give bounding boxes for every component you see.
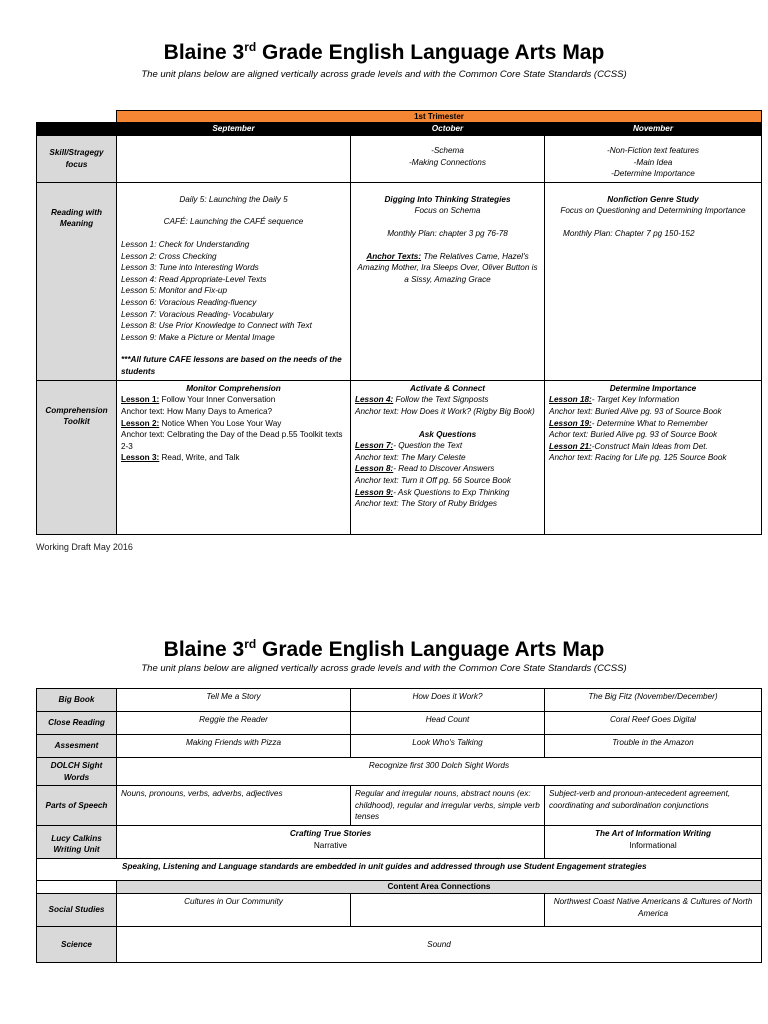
content-area-header: Content Area Connections bbox=[117, 880, 762, 893]
row-label-science: Science bbox=[37, 926, 117, 962]
parts-of-speech-cell: Regular and irregular nouns, abstract nouns (ex: childhood), regular and irregular verbs, simple verb tenses bbox=[351, 786, 545, 826]
close-reading-cell: Reggie the Reader bbox=[117, 712, 351, 735]
page-subtitle: The unit plans below are aligned vertically across grade levels and with the Common Core State Standards (CCSS) bbox=[141, 69, 627, 80]
comp-october: Activate & Connect Lesson 4: Follow the Text Signposts Anchor text: How Does it Work? (Rigby Big Book) Ask Questions Lesson 7:- Question the Text Anchor text: The Mary Celeste Lesson 8:- Read to Discover Answers Anchor text: Turn it Off pg. 56 Source Book Lesson 9:- Ask Questions to Exp Thinking Anchor text: The Story of Ruby Bridges bbox=[351, 380, 545, 534]
social-studies-cell bbox=[351, 893, 545, 926]
skill-october: -Schema -Making Connections bbox=[351, 136, 545, 183]
row-label-close-reading: Close Reading bbox=[37, 712, 117, 735]
social-studies-cell: Cultures in Our Community bbox=[117, 893, 351, 926]
units-table bbox=[36, 688, 762, 963]
month-header: September bbox=[117, 123, 351, 136]
page-subtitle: The unit plans below are aligned vertically across grade levels and with the Common Core State Standards (CCSS) bbox=[141, 663, 627, 674]
assesment-cell: Making Friends with Pizza bbox=[117, 735, 351, 758]
page-title: Blaine 3rd Grade English Language Arts Map bbox=[163, 637, 605, 661]
draft-note: Working Draft May 2016 bbox=[36, 542, 133, 552]
trimester-header: 1st Trimester bbox=[117, 111, 762, 123]
bigbook-cell: How Does it Work? bbox=[351, 689, 545, 712]
speaking-listening-note: Speaking, Listening and Language standards are embedded in unit guides and addressed through use Student Engagement strategies bbox=[37, 858, 762, 880]
reading-november: Nonfiction Genre Study Focus on Questioning and Determining Importance Monthly Plan: Chapter 7 pg 150-152 bbox=[545, 182, 762, 380]
close-reading-cell: Head Count bbox=[351, 712, 545, 735]
science-cell: Sound bbox=[117, 926, 762, 962]
row-label-parts-of-speech: Parts of Speech bbox=[37, 786, 117, 826]
month-header: October bbox=[351, 123, 545, 136]
comp-november: Determine Importance Lesson 18:- Target Key Information Anchor text: Buried Alive pg. 93 of Source Book Lesson 19:- Determine What to Remember Achor text: Buried Alive pg. 93 of Source Book Lesson 21:-Construct Main Ideas from Det. Anchor text: Racing for Life pg. 125 Source Book bbox=[545, 380, 762, 534]
bigbook-cell: Tell Me a Story bbox=[117, 689, 351, 712]
assesment-cell: Trouble in the Amazon bbox=[545, 735, 762, 758]
social-studies-cell: Northwest Coast Native Americans & Cultures of North America bbox=[545, 893, 762, 926]
parts-of-speech-cell: Nouns, pronouns, verbs, adverbs, adjectives bbox=[117, 786, 351, 826]
row-label-assesment: Assesment bbox=[37, 735, 117, 758]
row-label-bigbook: Big Book bbox=[37, 689, 117, 712]
bigbook-cell: The Big Fitz (November/December) bbox=[545, 689, 762, 712]
lucy-narrative-cell: Crafting True Stories Narrative bbox=[117, 825, 545, 858]
lucy-informational-cell: The Art of Information Writing Informational bbox=[545, 825, 762, 858]
row-label-comprehension: Comprehension Toolkit bbox=[37, 380, 117, 534]
reading-september: Daily 5: Launching the Daily 5 CAFÉ: Launching the CAFÉ sequence Lesson 1: Check for Understanding Lesson 2: Cross Checking Lesson 3: Tune into Interesting Words Lesson 4: Read Appropriate-Level Texts Lesson 5: Monitor and Fix-up Lesson 6: Voracious Reading-fluency Lesson 7: Voracious Reading- Vocabulary Lesson 8: Use Prior Knowledge to Connect with Text Lesson 9: Make a Picture or Mental Image ***All future CAFE lessons are based on the needs of the students bbox=[117, 182, 351, 380]
comp-september: Monitor Comprehension Lesson 1: Follow Your Inner Conversation Anchor text: How Many Days to America? Lesson 2: Notice When You Lose Your Way Anchor text: Celbrating the Day of the Dead p.55 Toolkit texts 2-3 Lesson 3: Read, Write, and Talk bbox=[117, 380, 351, 534]
skill-november: -Non-Fiction text features -Main Idea -Determine Importance bbox=[545, 136, 762, 183]
row-label-reading: Reading with Meaning bbox=[37, 182, 117, 380]
skill-september bbox=[117, 136, 351, 183]
month-header: November bbox=[545, 123, 762, 136]
page-title: Blaine 3rd Grade English Language Arts Map bbox=[163, 40, 605, 64]
row-label-lucy-calkins: Lucy Calkins Writing Unit bbox=[37, 825, 117, 858]
trimester-table bbox=[36, 110, 762, 535]
parts-of-speech-cell: Subject-verb and pronoun-antecedent agreement, coordinating and subordination conjunctions bbox=[545, 786, 762, 826]
reading-october: Digging Into Thinking Strategies Focus on Schema Monthly Plan: chapter 3 pg 76-78 Anchor Texts: The Relatives Came, Hazel's Amazing Mother, Ira Sleeps Over, Oliver Button is a Sissy, Amazing Grace bbox=[351, 182, 545, 380]
dolch-cell: Recognize first 300 Dolch Sight Words bbox=[117, 758, 762, 786]
row-label-skill: Skill/Stragegy focus bbox=[37, 136, 117, 183]
row-label-dolch: DOLCH Sight Words bbox=[37, 758, 117, 786]
row-label-social-studies: Social Studies bbox=[37, 893, 117, 926]
close-reading-cell: Coral Reef Goes Digital bbox=[545, 712, 762, 735]
assesment-cell: Look Who's Talking bbox=[351, 735, 545, 758]
